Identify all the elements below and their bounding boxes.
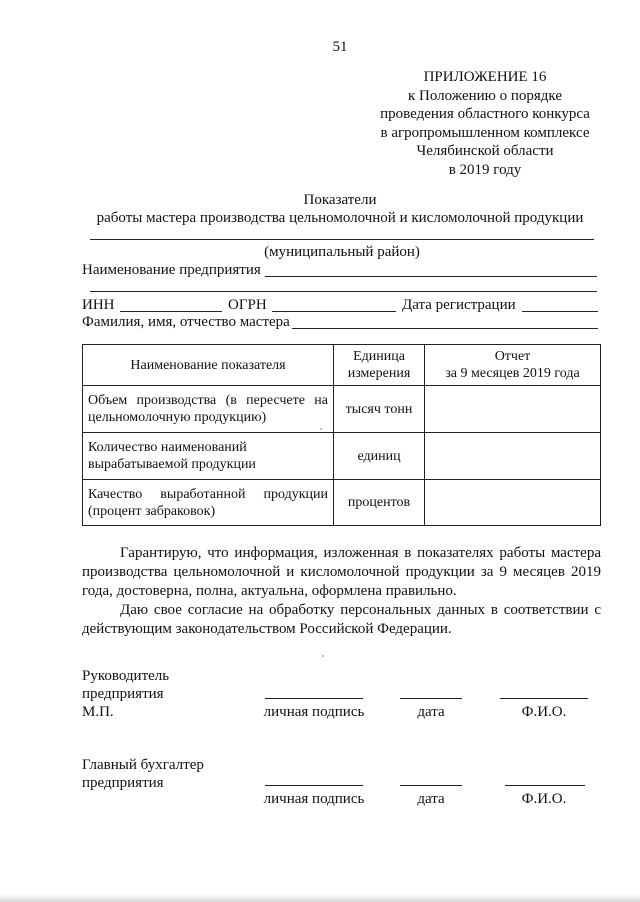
header-indicator-name bbox=[83, 345, 334, 386]
master-name-label: Фамилия, имя, отчество мастера bbox=[82, 314, 290, 330]
accountant-title-line2: предприятия bbox=[82, 775, 164, 791]
accountant-title-line1: Главный бухгалтер bbox=[82, 757, 204, 773]
header-report bbox=[425, 345, 601, 386]
row-indicator-name bbox=[83, 386, 334, 433]
enterprise-field-line-2[interactable] bbox=[90, 291, 597, 292]
row-name-line2: цельномолочную продукцию) bbox=[88, 410, 267, 425]
table-row bbox=[83, 433, 601, 480]
registration-date-label: Дата регистрации bbox=[402, 297, 516, 313]
header-unit-line1: Единица bbox=[353, 349, 405, 364]
row-unit: процентов bbox=[334, 480, 425, 526]
registration-date-field-line[interactable] bbox=[522, 311, 598, 312]
accountant-signature-caption: личная подпись bbox=[263, 791, 365, 807]
district-field-line[interactable] bbox=[90, 239, 594, 240]
accountant-fio-caption: Ф.И.О. bbox=[521, 791, 567, 807]
scan-dot bbox=[320, 428, 322, 430]
header-report-line1: Отчет bbox=[494, 349, 531, 364]
row-name-line2: (процент забраковок) bbox=[88, 503, 216, 519]
consent-paragraph: Даю свое согласие на обработку персональных данных в соответствии с действующим законодательством Российской Федерации. bbox=[82, 602, 601, 637]
appendix-line: проведения областного конкурса bbox=[380, 106, 590, 122]
master-name-field-line[interactable] bbox=[292, 328, 598, 329]
appendix-line: к Положению о порядке bbox=[408, 87, 562, 104]
row-report-value-cell[interactable] bbox=[425, 386, 601, 433]
head-date-line[interactable] bbox=[400, 698, 462, 699]
head-title-line2: предприятия bbox=[82, 686, 164, 702]
ogrn-label: ОГРН bbox=[228, 297, 267, 313]
appendix-line: в 2019 году bbox=[448, 161, 522, 178]
district-caption: (муниципальный район) bbox=[264, 244, 420, 260]
page-number: 51 bbox=[332, 39, 348, 55]
row-name-line1: Количество наименований bbox=[88, 440, 247, 455]
inn-label: ИНН bbox=[82, 297, 115, 313]
scan-dot bbox=[322, 655, 324, 657]
document-subtitle: работы мастера производства цельномолочной и кисломолочной продукции bbox=[96, 210, 584, 226]
row-report-value-cell[interactable] bbox=[425, 480, 601, 526]
stamp-place-label: М.П. bbox=[82, 704, 114, 720]
appendix-line: в агропромышленном комплексе bbox=[380, 124, 590, 141]
head-fio-caption: Ф.И.О. bbox=[521, 704, 567, 720]
row-name-line1: Объем производства (в пересчете на bbox=[88, 393, 328, 408]
row-indicator-name bbox=[83, 433, 334, 480]
head-signature-caption: личная подпись bbox=[263, 704, 365, 720]
inn-field-line[interactable] bbox=[120, 311, 222, 312]
document-title: Показатели bbox=[303, 192, 377, 208]
appendix-block bbox=[360, 68, 610, 179]
bottom-edge-shadow bbox=[0, 894, 640, 902]
ogrn-field-line[interactable] bbox=[272, 311, 396, 312]
row-unit: единиц bbox=[334, 433, 425, 480]
accountant-fio-line[interactable] bbox=[505, 785, 585, 786]
header-indicator-name-text: Наименование показателя bbox=[130, 357, 286, 373]
accountant-signature-line[interactable] bbox=[265, 785, 363, 786]
row-report-value-cell[interactable] bbox=[425, 433, 601, 480]
row-unit: тысяч тонн bbox=[334, 386, 425, 433]
table-row bbox=[83, 480, 601, 526]
header-report-line2: за 9 месяцев 2019 года bbox=[445, 366, 580, 381]
header-unit bbox=[334, 345, 425, 386]
enterprise-field-line[interactable] bbox=[265, 276, 597, 277]
enterprise-label: Наименование предприятия bbox=[82, 262, 261, 278]
head-signature-line[interactable] bbox=[265, 698, 363, 699]
appendix-line: Челябинской области bbox=[416, 143, 554, 159]
row-name-line1: Качество выработанной продукции bbox=[88, 486, 328, 502]
appendix-title: ПРИЛОЖЕНИЕ 16 bbox=[423, 69, 547, 85]
head-title-line1: Руководитель bbox=[82, 668, 170, 684]
header-unit-line2: измерения bbox=[347, 366, 411, 381]
accountant-date-caption: дата bbox=[417, 791, 445, 807]
accountant-date-line[interactable] bbox=[400, 785, 462, 786]
row-indicator-name bbox=[83, 480, 334, 526]
indicators-table bbox=[82, 344, 601, 526]
head-fio-line[interactable] bbox=[500, 698, 588, 699]
guarantee-paragraph: Гарантирую, что информация, изложенная в показателях работы мастера производства цельномолочной и кисломолочной продукции за 9 месяцев 2019 года, достоверна, полна, актуальна, оформлена правильно. bbox=[82, 545, 601, 599]
table-row bbox=[83, 386, 601, 433]
row-name-line2: вырабатываемой продукции bbox=[88, 457, 256, 472]
head-date-caption: дата bbox=[417, 704, 445, 720]
table-header-row bbox=[83, 345, 601, 386]
